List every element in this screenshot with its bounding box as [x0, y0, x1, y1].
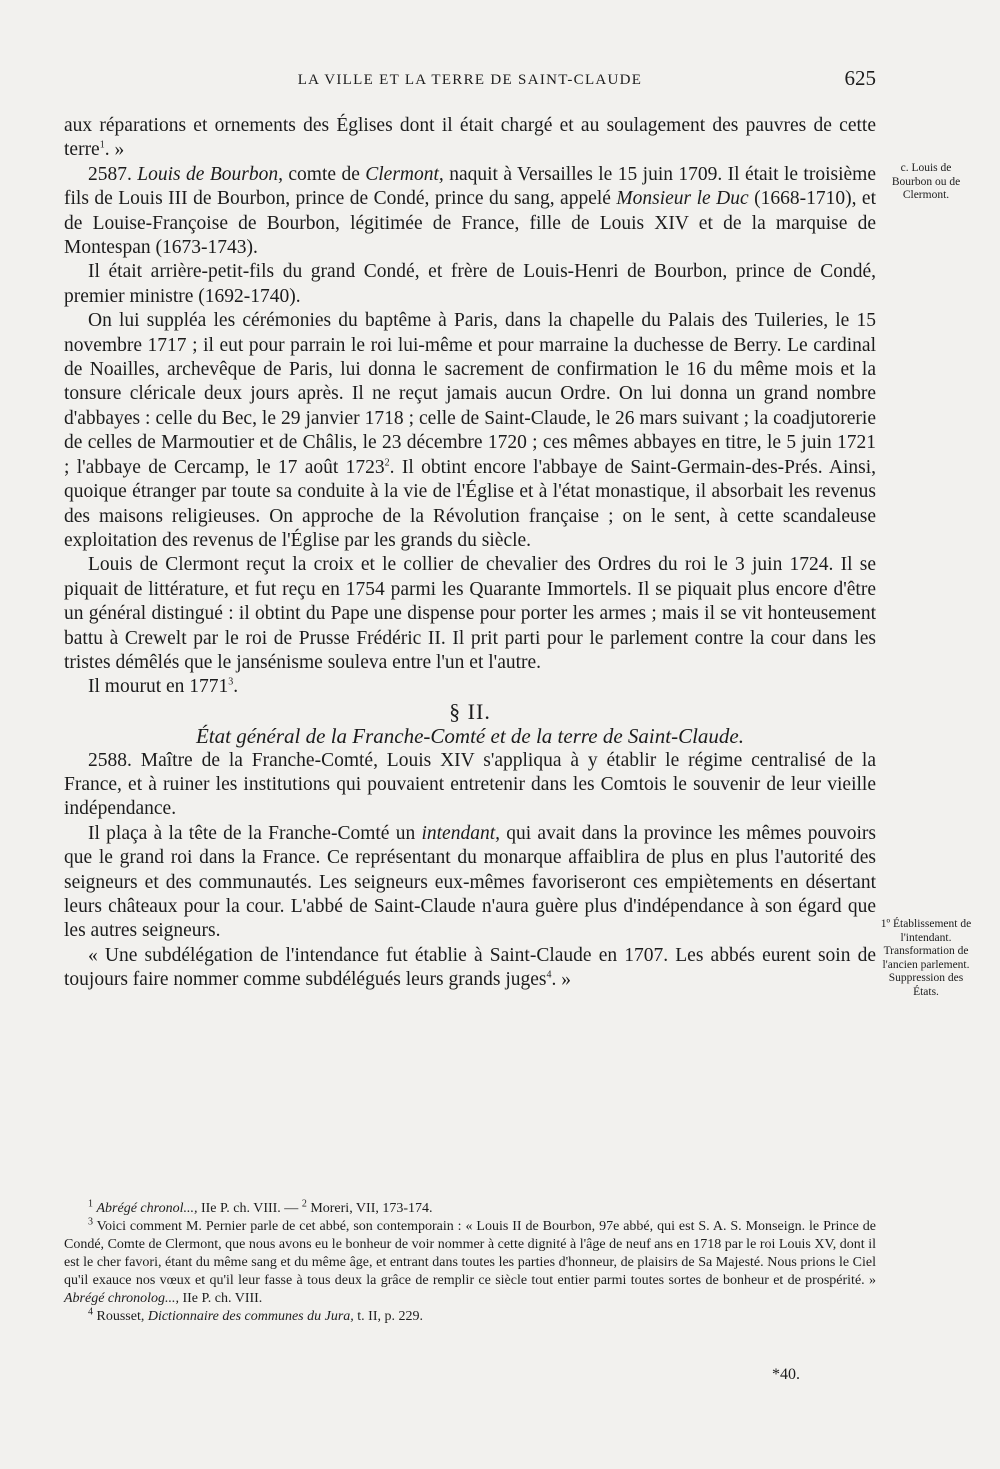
footnote: [64, 1200, 876, 1218]
paragraph: [64, 260, 876, 309]
italic-text: Abrégé chronolog...,: [64, 1291, 179, 1306]
text-run: « Une subdélégation de l'intendance fut établie à Saint-Claude en 1707. Les abbés eurent soin de toujours faire nommer comme subdélégués leurs grands juges: [64, 944, 876, 991]
page-number: 625: [844, 66, 876, 90]
italic-text: Abrégé chronol...,: [96, 1201, 198, 1216]
paragraph: [64, 675, 876, 699]
paragraph: [64, 163, 876, 261]
footnote-ref: 4: [546, 969, 552, 981]
footnote: [64, 1308, 876, 1326]
footnote-ref: 2: [384, 457, 390, 469]
paragraph: [64, 309, 876, 553]
italic-text: Dictionnaire des communes du Jura,: [147, 1309, 354, 1324]
text-run: (1668-1710), et de Louise-Françoise de Bourbon, légitimée de France, fille de Louis XIV et de la marquise de Montespan (1673-1743).: [64, 188, 876, 259]
footnotes: [64, 1200, 876, 1326]
text-run: Il mourut en 1771: [88, 676, 229, 698]
text-run: Voici comment M. Pernier parle de cet abbé, son contemporain : « Louis II de Bourbon, 97e abbé, qui est S. A. S. Monseign. le Prince de Condé, Comte de Clermont, que nous avons eu le bonheur de voir nommer à cette dignité à l'âge de neuf ans en 1718 par le roi Louis XV, dont il est le cher favori, étant du même sang et du même âge, et entrant dans toutes les parties d'honneur, de plaisirs de Sa Majesté. Nous prions le Ciel qu'il exauce nos vœux et qu'il leur fasse à tous deux la grâce de remplir ce siècle tout entier parmi toutes sortes de bonheur et de prospérité. »: [64, 1219, 876, 1288]
italic-text: Clermont,: [365, 163, 444, 185]
footnote-ref: 2: [301, 1198, 307, 1210]
signature-mark: *40.: [772, 1366, 800, 1383]
italic-text: Monsieur le Duc: [616, 188, 749, 210]
section-heading: § II.: [449, 698, 491, 724]
text-run: On lui suppléa les cérémonies du baptême à Paris, dans la chapelle du Palais des Tuileries, le 15 novembre 1717 ; il eut pour parrain le roi lui-même et pour marraine la duchesse de Berry. Le cardinal de Noailles, archevêque de Paris, lui donna le sacrement de confirmation le 16 du même mois et la tonsure cléricale deux jours après. Il ne reçut jamais aucun Ordre. On lui donna un grand nombre d'abbayes : celle du Bec, le 29 janvier 1718 ; celle de Saint-Claude, le 26 mars suivant ; la coadjutorerie de celles de Marmoutier et de Châlis, le 23 décembre 1720 ; ces mêmes abbayes en titre, le 5 juin 1721 ; l'abbaye de Cercamp, le 17 août 1723: [64, 310, 876, 478]
text-run: Moreri, VII, 173-174.: [306, 1201, 433, 1216]
footnote-ref: 4: [88, 1306, 93, 1318]
paragraph: [64, 114, 876, 163]
text-run: comte de: [282, 163, 366, 185]
footnote-ref: 3: [228, 676, 234, 688]
paragraph: [64, 944, 876, 993]
text-run: 2588. Maître de la Franche-Comté, Louis XIV s'appliqua à y établir le régime centralisé de la France, et à ruiner les institutions qui pouvaient entretenir dans les Comtois le souvenir de leur vieille indépendance.: [64, 749, 876, 820]
paragraph: [64, 822, 876, 944]
text-run: Il était arrière-petit-fils du grand Condé, et frère de Louis-Henri de Bourbon, prince de Condé, premier ministre (1692-1740).: [64, 261, 876, 307]
text-run: naquit à Versailles le 15 juin 1709. Il était le troisième fils de Louis III de Bourbon, prince de Condé, prince du sang, appelé: [64, 163, 876, 210]
text-run: Il plaça à la tête de la Franche-Comté un: [88, 822, 422, 844]
text-run: IIe P. ch. VIII. —: [197, 1201, 302, 1216]
paragraph: [64, 553, 876, 675]
footnote: [64, 1218, 876, 1308]
footnote-ref: 3: [88, 1216, 93, 1228]
italic-text: Louis de Bourbon,: [137, 163, 283, 185]
text-run: Louis de Clermont reçut la croix et le collier de chevalier des Ordres du roi le 3 juin 1724. Il se piquait de littérature, et fut reçu en 1754 parmi les Quarante Immortels. Il se piquait plus encore d'être un général distingué : il obtint du Pape une dispense pour porter les armes ; mais il se vit honteusement battu à Crewelt par le roi de Prusse Frédéric II. Il prit parti pour le parlement contre la cour dans les tristes démêlés que le jansénisme souleva entre l'un et l'autre.: [64, 554, 876, 673]
running-head: LA VILLE ET LA TERRE DE SAINT-CLAUDE: [297, 72, 643, 88]
margin-note-louis-de-clermont: c. Louis de Bourbon ou de Clermont.: [891, 162, 961, 201]
text-run: 2587.: [88, 163, 138, 185]
text-run: . »: [551, 969, 572, 991]
footnote-ref: 1: [99, 139, 105, 151]
text-run: . Il obtint encore l'abbaye de Saint-Germain-des-Prés. Ainsi, quoique étranger par toute sa conduite à la vie de l'Église et à l'état monastique, il absorbait les revenus des maisons religieuses. On approche de la Révolution française ; on le sent, à cette scandaleuse exploitation des revenus de l'Église par les grands du siècle.: [64, 456, 877, 551]
text-run: Rousset,: [93, 1309, 148, 1324]
text-run: qui avait dans la province les mêmes pouvoirs que le grand roi dans la France. Ce représentant du monarque affaiblira de plus en plus l'autorité des seigneurs et des communautés. Les seigneurs eux-mêmes favoriseront ces empiètements en désertant leurs châteaux pour la cour. L'abbé de Saint-Claude n'aura guère plus d'indépendance à son égard que les autres seigneurs.: [64, 822, 876, 942]
page-header: [64, 66, 876, 96]
margin-note-intendant: 1º Établissement de l'intendant. Transformation de l'ancien parlement. Suppression des États.: [880, 918, 972, 998]
section-subtitle: État général de la Franche-Comté et de la terre de Saint-Claude.: [195, 724, 744, 749]
text-run: . »: [104, 139, 125, 161]
text-run: IIe P. ch. VIII.: [178, 1291, 263, 1306]
text-run: aux réparations et ornements des Églises dont il était chargé et au soulagement des pauvres de cette terre: [64, 115, 876, 161]
text-run: t. II, p. 229.: [353, 1309, 424, 1324]
main-text: [64, 114, 876, 993]
paragraph: [64, 749, 876, 822]
italic-text: intendant,: [421, 822, 500, 844]
text-run: .: [233, 676, 239, 698]
footnote-ref: 1: [88, 1198, 93, 1210]
